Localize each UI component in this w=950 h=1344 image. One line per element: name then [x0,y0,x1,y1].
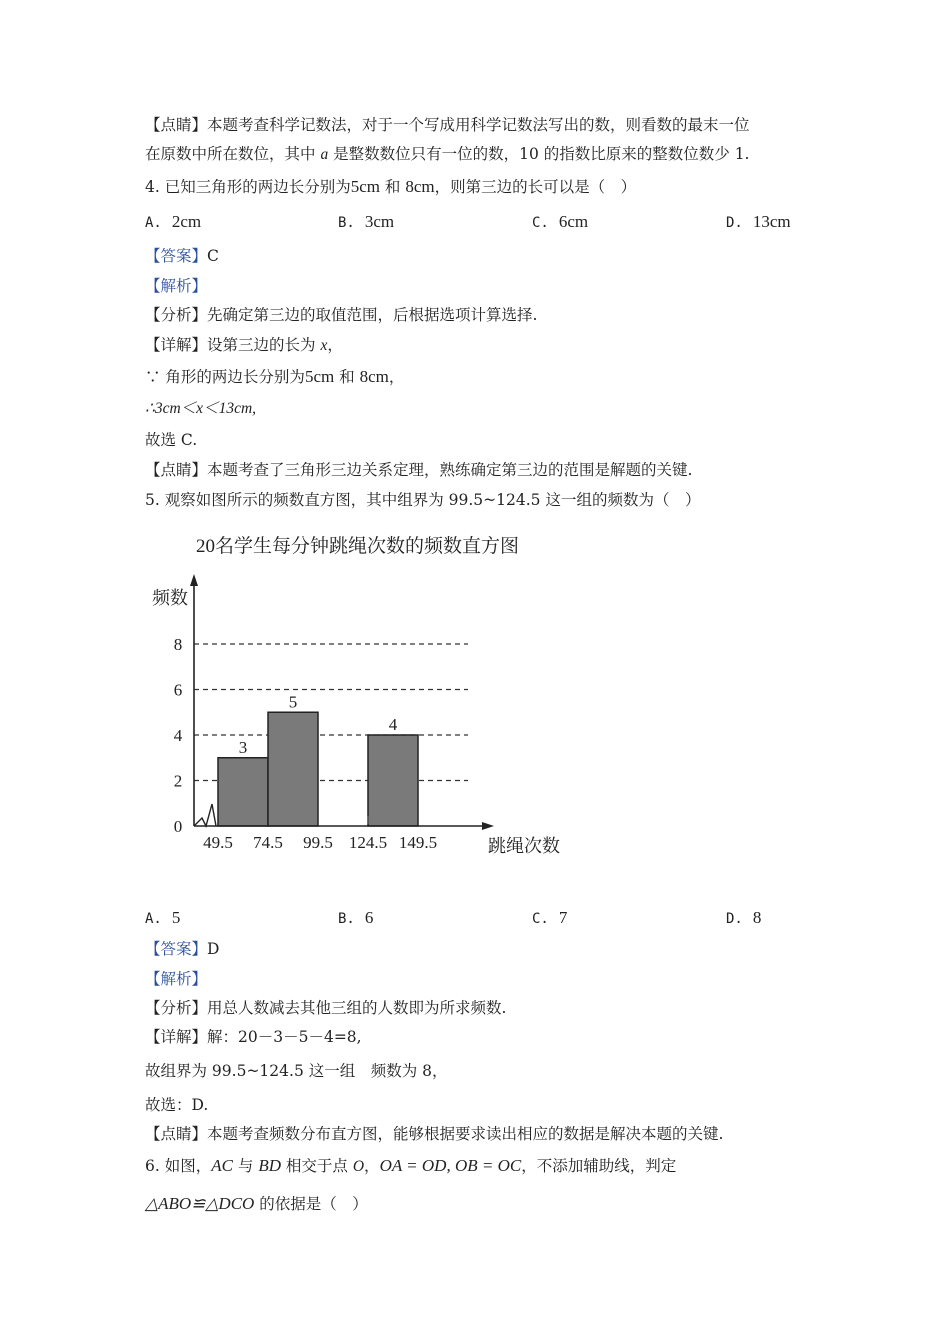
q5-xiangjie: 【详解】解：20－3－5－4=8, [145,1028,362,1046]
x-tick-label: 99.5 [303,833,333,852]
dianjing-line-2: 在原数中所在数位，其中 a 是整数数位只有一位的数，10 的指数比原来的整数位数少 1. [145,145,750,163]
q4-conclusion: 故选 C. [145,431,198,449]
axis-break-mark [194,804,216,826]
x-tick-label: 149.5 [398,833,438,852]
q5-option-c[interactable]: C. 7 [532,908,568,927]
histogram-bar [368,735,418,826]
q5-stem: 5. 观察如图所示的频数直方图，其中组界为 99.5~124.5 这一组的频数为（ ） [145,491,701,509]
y-axis-label: 频数 [152,588,188,608]
bar-value-label: 5 [288,692,298,712]
q4-xiangjie: 【详解】设第三边的长为 x， [145,336,343,354]
q6-line-2: △ABO≌△DCO 的依据是（ ） [145,1194,368,1213]
x-tick-label: 124.5 [348,833,388,852]
histogram-bar [218,758,268,826]
q4-therefore: ∴3cm＜x＜13cm, [145,400,257,417]
q4-stem: 4. 已知三角形的两边长分别为5cm 和 8cm，则第三边的长可以是（ ） [145,177,637,196]
x-tick-label: 49.5 [203,833,233,852]
chart-title: 20名学生每分钟跳绳次数的频数直方图 [196,536,520,557]
dianjing-line-1: 【点睛】本题考查科学记数法，对于一个写成用科学记数法写出的数，则看数的最末一位 [145,116,750,134]
q5-option-a[interactable]: A. 5 [145,908,181,927]
q5-jiexi-heading: 【解析】 [145,970,208,988]
q4-answer: 【答案】C [145,247,219,265]
y-tick-label: 2 [173,771,183,791]
y-axis-arrow [190,574,198,586]
q4-option-c[interactable]: C. 6cm [532,212,589,231]
y-tick-label: 6 [173,680,183,700]
y-tick-label: 4 [173,726,183,745]
y-tick-label: 8 [173,635,183,654]
q4-dianjing: 【点睛】本题考查了三角形三边关系定理，熟练确定第三边的范围是解题的关键. [145,461,693,479]
q4-option-a[interactable]: A. 2cm [145,212,202,231]
q4-option-b[interactable]: B. 3cm [338,212,395,231]
q4-fenxi: 【分析】先确定第三边的取值范围，后根据选项计算选择. [145,306,538,324]
q5-fenxi: 【分析】用总人数减去其他三组的人数即为所求频数. [145,999,507,1017]
q4-because: ∵ 角形的两边长分别为5cm 和 8cm， [145,367,405,386]
q5-option-b[interactable]: B. 6 [338,908,374,927]
q5-dianjing: 【点睛】本题考查频数分布直方图，能够根据要求读出相应的数据是解决本题的关键. [145,1125,724,1143]
q5-conclusion: 故选：D. [145,1096,209,1114]
q4-jiexi-heading: 【解析】 [145,277,208,295]
x-axis-label: 跳绳次数 [488,836,560,856]
frequency-histogram [140,530,580,870]
q6-stem: 6. 如图，AC 与 BD 相交于点 O，OA = OD, OB = OC，不添加辅助线，判定 [145,1156,677,1175]
bar-value-label: 3 [238,737,248,757]
q4-option-d[interactable]: D. 13cm [726,212,791,231]
q5-line2: 故组界为 99.5~124.5 这一组 频数为 8， [145,1062,448,1080]
q5-option-d[interactable]: D. 8 [726,908,762,927]
x-axis-arrow [482,822,494,830]
bar-value-label: 4 [388,715,398,734]
x-tick-label: 74.5 [253,833,283,852]
y-tick-label: 0 [173,817,183,836]
q5-answer: 【答案】D [145,940,220,958]
histogram-bar [268,712,318,826]
